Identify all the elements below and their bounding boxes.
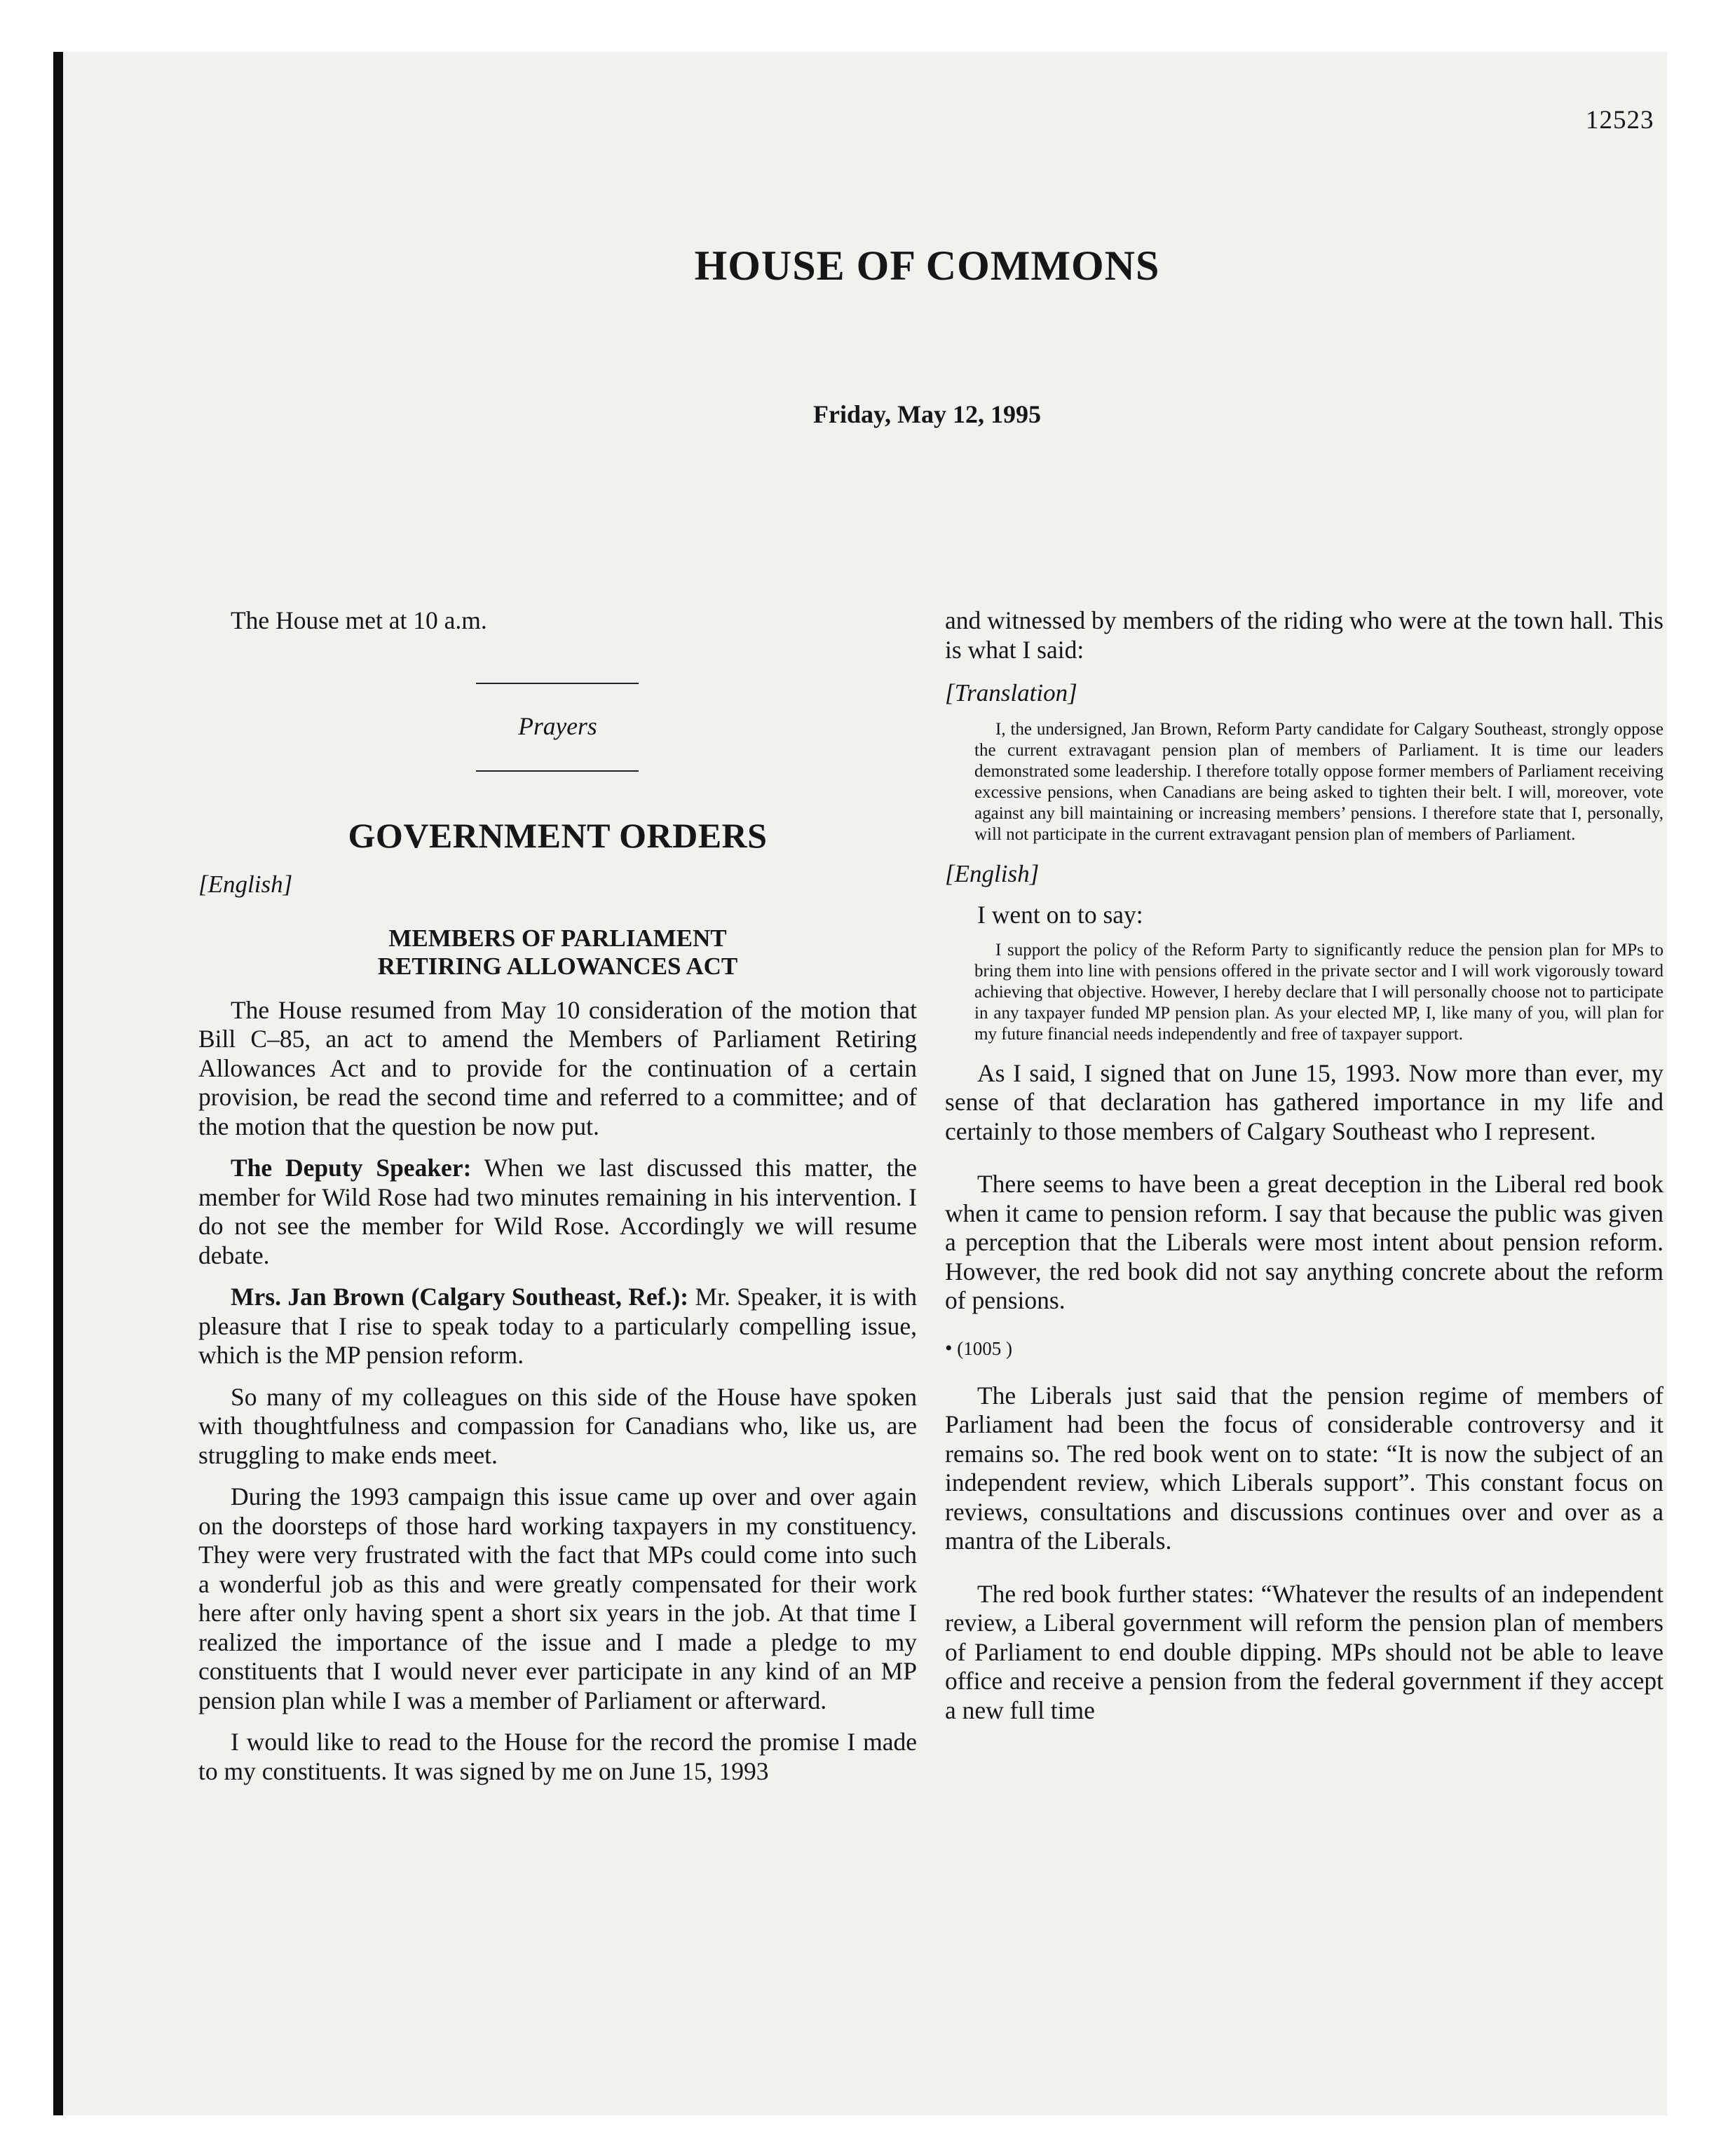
quote-policy: I support the policy of the Reform Party to significantly reduce the pension plan for MPs to bring them into line with pensions offered in the private sector and I will work vigorously toward achieving that objective. However, I hereby declare that I will personally choose not to participate in any taxpayer funded MP pension plan. As your elected MP, I, like many of you, will plan for my future financial needs independently and free of taxpayer support.: [974, 940, 1663, 1044]
paragraph-read-record: I would like to read to the House for the record the promise I made to my constituents. It was signed by me on June 15, 1993: [198, 1728, 917, 1785]
sitting-date: Friday, May 12, 1995: [813, 400, 1041, 428]
paragraph-as-i-said: As I said, I signed that on June 15, 1993. Now more than ever, my sense of that declaration has gathered importance in my life and certainly to those members of Calgary Southeast who I represent.: [945, 1058, 1663, 1145]
masthead-title: HOUSE OF COMMONS: [694, 243, 1160, 289]
speaker-name: Mrs. Jan Brown (Calgary Southeast, Ref.):: [231, 1283, 689, 1311]
paragraph-deputy-speaker: [198, 1154, 917, 1270]
paragraph-campaign: During the 1993 campaign this issue came up over and over again on the doorsteps of those hard working taxpayers in my constituency. They were very frustrated with the fact that MPs could come into such a wonderful job as this and were greatly compensated for their work here after only having spent a short six years in the job. At that time I realized the importance of the issue and I made a pledge to my constituents that I would never ever participate in any kind of an MP pension plan while I was a member of Parliament or afterward.: [198, 1482, 917, 1714]
paragraph-deception: There seems to have been a great deception in the Liberal red book when it came to pension reform. I say that because the public was given a perception that the Liberals were most intent about pension reform. However, the red book did not say anything concrete about the reform of pensions.: [945, 1170, 1663, 1314]
section-title: GOVERNMENT ORDERS: [348, 816, 768, 855]
went-on-line: I went on to say:: [977, 901, 1143, 929]
speech-text: When we last discussed this matter, the member for Wild Rose had two minutes remaining in his intervention. I do not see the member for Wild Rose. Accordingly we will resume debate.: [198, 1154, 917, 1269]
timestamp-marker: [945, 1337, 1663, 1360]
bullet-icon: •: [945, 1336, 953, 1360]
divider-rule: [476, 770, 639, 772]
paragraph-resumed: The House resumed from May 10 consideration of the motion that Bill C–85, an act to amend the Members of Parliament Retiring Allowances Act and to provide for the continuation of a certain provision, be read the second time and referred to a committee; and of the motion that the question be now put.: [198, 995, 917, 1140]
page-number: 12523: [1586, 106, 1654, 135]
right-column: [945, 606, 1663, 1725]
prayers-heading: Prayers: [518, 711, 597, 740]
language-tag: [English]: [945, 859, 1040, 887]
speaker-name: The Deputy Speaker:: [231, 1154, 472, 1182]
speech-text: Mr. Speaker, it is with pleasure that I rise to speak today to a particularly compelling issue, which is the MP pension reform.: [198, 1283, 917, 1369]
house-met-line: The House met at 10 a.m.: [231, 606, 487, 634]
left-column: [198, 606, 917, 1786]
translation-tag: [Translation]: [945, 679, 1077, 707]
paragraph-further: The red book further states: “Whatever the results of an independent review, a Liberal government will reform the pension plan of members of Parliament to end double dipping. MPs should not be able to leave office and receive a pension from the federal government if they accept a new full time: [945, 1579, 1663, 1724]
timestamp-text: (1005 ): [957, 1337, 1012, 1359]
divider-rule: [476, 683, 639, 684]
bill-title-line-1: MEMBERS OF PARLIAMENT: [388, 924, 727, 952]
paragraph-colleagues: So many of my colleagues on this side of the House have spoken with thoughtfulness and compassion for Canadians who, like us, are struggling to make ends meet.: [198, 1382, 917, 1469]
bill-title-line-2: RETIRING ALLOWANCES ACT: [377, 952, 738, 980]
paragraph-liberals: The Liberals just said that the pension regime of members of Parliament had been the focus of considerable controversy and it remains so. The red book went on to state: “It is now the subject of an independent review, which Liberals support”. This constant focus on reviews, consultations and discussions continues over and over as a mantra of the Liberals.: [945, 1381, 1663, 1555]
language-tag: [English]: [198, 871, 293, 898]
scan-edge: [53, 52, 63, 2115]
paragraph-jan-brown: [198, 1283, 917, 1370]
paragraph-witnessed: and witnessed by members of the riding who were at the town hall. This is what I said:: [945, 606, 1663, 664]
quote-pledge: I, the undersigned, Jan Brown, Reform Party candidate for Calgary Southeast, strongly oppose the current extravagant pension plan of members of Parliament. It is time our leaders demonstrated some leadership. I therefore totally oppose former members of Parliament receiving excessive pensions, when Canadians are being asked to tighten their belt. I will, moreover, vote against any bill maintaining or increasing members’ pensions. I therefore state that I, personally, will not participate in the current extravagant pension plan of members of Parliament.: [974, 719, 1663, 844]
